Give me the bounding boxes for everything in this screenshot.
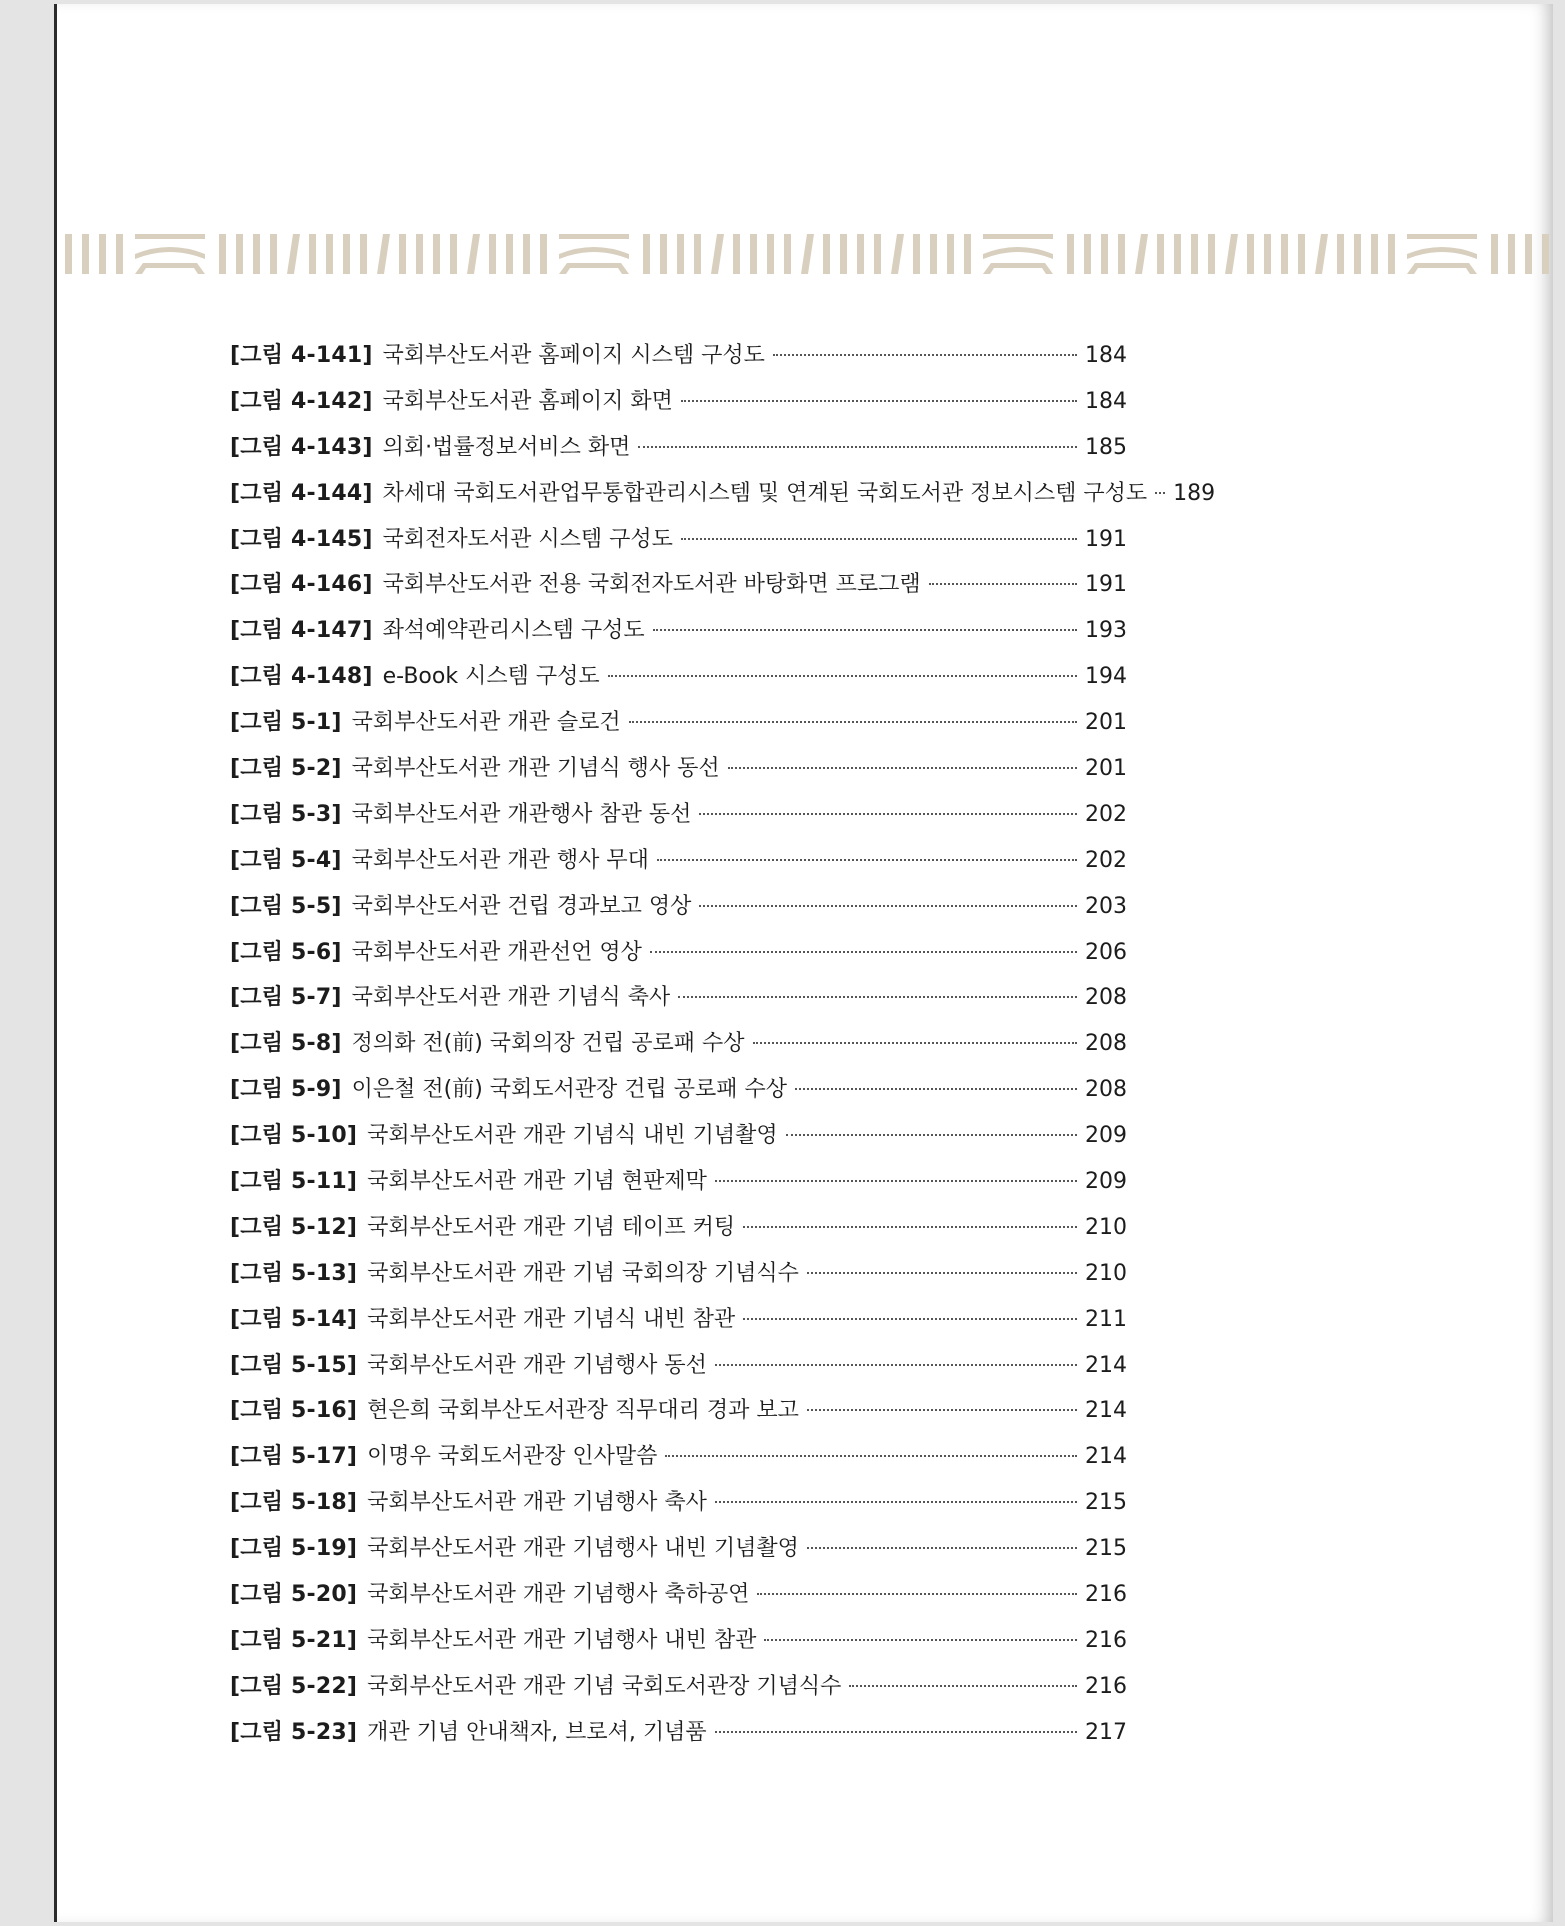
figure-number: [그림 5-12]: [230, 1214, 358, 1240]
figure-title: 국회부산도서관 개관 기념행사 축하공연: [367, 1582, 750, 1608]
dot-leader: [786, 1134, 1077, 1136]
figure-title: 국회부산도서관 홈페이지 시스템 구성도: [382, 343, 765, 368]
pattern-bar: [964, 234, 971, 274]
figure-entry[interactable]: [230, 659, 1125, 705]
dot-leader: [657, 859, 1077, 861]
page-number: 208: [1085, 1031, 1127, 1057]
figure-number: [그림 5-13]: [230, 1260, 358, 1286]
figure-entry[interactable]: [230, 1302, 1125, 1348]
figure-title: 현은희 국회부산도서관장 직무대리 경과 보고: [367, 1398, 799, 1424]
figure-title: 국회부산도서관 개관 행사 무대: [351, 847, 649, 873]
pattern-slash: [1315, 234, 1328, 274]
figure-entry[interactable]: [230, 1348, 1125, 1394]
dot-leader: [753, 1042, 1077, 1044]
figure-entry[interactable]: [230, 338, 1125, 384]
figure-title: 국회부산도서관 개관 기념식 내빈 기념촬영: [367, 1123, 778, 1149]
dot-leader: [764, 1639, 1077, 1641]
dot-leader: [715, 1180, 1077, 1182]
pattern-bar: [1208, 234, 1215, 274]
figure-title: 국회부산도서관 개관 기념 현판제막: [367, 1169, 707, 1195]
pattern-slash: [1135, 234, 1148, 274]
pattern-slash: [711, 234, 724, 274]
page-number: 191: [1085, 572, 1127, 598]
page-number: 203: [1085, 893, 1127, 919]
dot-leader: [681, 538, 1077, 540]
pattern-motif-base: [559, 263, 629, 274]
pattern-bar: [643, 234, 650, 274]
figure-title: 국회부산도서관 개관행사 참관 동선: [351, 801, 692, 827]
figure-title: 국회부산도서관 개관 기념식 행사 동선: [351, 756, 720, 782]
figure-list: [230, 338, 1216, 1761]
figure-title: 국회부산도서관 전용 국회전자도서관 바탕화면 프로그램: [382, 572, 921, 598]
dot-leader: [757, 1593, 1077, 1595]
dot-leader: [807, 1409, 1077, 1411]
figure-title: 국회부산도서관 개관 기념행사 축사: [367, 1490, 707, 1516]
pattern-motif-arc: [1407, 247, 1477, 259]
figure-title: 국회부산도서관 개관 기념 국회도서관장 기념식수: [367, 1673, 842, 1699]
figure-entry[interactable]: [230, 1577, 1125, 1623]
dot-leader: [678, 996, 1077, 998]
figure-entry[interactable]: [230, 889, 1125, 935]
dot-leader: [699, 905, 1077, 907]
page-number: 184: [1085, 388, 1127, 414]
figure-number: [그림 5-19]: [230, 1536, 358, 1562]
figure-title: 국회부산도서관 개관선언 영상: [351, 939, 642, 965]
figure-number: [그림 4-143]: [230, 434, 373, 460]
figure-entry[interactable]: [230, 613, 1125, 659]
pattern-bar: [1354, 234, 1361, 274]
pattern-bar: [660, 234, 667, 274]
pattern-bar: [874, 234, 881, 274]
figure-title: 정의화 전(前) 국회의장 건립 공로패 수상: [351, 1031, 745, 1057]
pattern-motif-arc: [983, 247, 1053, 259]
figure-title: 이은철 전(前) 국회도서관장 건립 공로패 수상: [351, 1077, 788, 1103]
dot-leader: [1155, 492, 1165, 494]
figure-number: [그림 5-21]: [230, 1627, 358, 1653]
figure-title: e-Book 시스템 구성도: [382, 664, 600, 690]
pattern-bar: [219, 234, 226, 274]
pattern-bar: [1191, 234, 1198, 274]
pattern-bar: [1084, 234, 1091, 274]
pattern-bar: [784, 234, 791, 274]
figure-title: 국회부산도서관 개관 기념 국회의장 기념식수: [367, 1260, 799, 1286]
figure-number: [그림 4-147]: [230, 618, 373, 644]
pattern-slash: [891, 234, 904, 274]
dot-leader: [715, 1364, 1077, 1366]
pattern-bar: [253, 234, 260, 274]
pattern-bar: [1371, 234, 1378, 274]
pattern-slash: [467, 234, 480, 274]
pattern-motif-base: [135, 263, 205, 274]
pattern-bar: [1101, 234, 1108, 274]
figure-number: [그림 5-15]: [230, 1352, 358, 1378]
page-number: 202: [1085, 847, 1127, 873]
dot-leader: [773, 354, 1077, 356]
page-number: 194: [1085, 664, 1127, 690]
pattern-bar: [947, 234, 954, 274]
pattern-motif-line: [983, 234, 1053, 239]
page-number: 208: [1085, 1077, 1127, 1103]
pattern-bar: [913, 234, 920, 274]
pattern-bar: [840, 234, 847, 274]
dot-leader: [743, 1226, 1077, 1228]
pattern-bar: [733, 234, 740, 274]
pattern-bar: [857, 234, 864, 274]
figure-number: [그림 5-2]: [230, 756, 342, 782]
page-number: 201: [1085, 710, 1127, 736]
figure-title: 국회부산도서관 개관 기념 테이프 커팅: [367, 1214, 736, 1240]
figure-title: 국회부산도서관 건립 경과보고 영상: [351, 893, 692, 919]
figure-title: 국회부산도서관 개관 기념식 내빈 참관: [367, 1306, 736, 1332]
figure-number: [그림 5-8]: [230, 1031, 342, 1057]
page-number: 216: [1085, 1582, 1127, 1608]
figure-entry[interactable]: [230, 522, 1125, 568]
dot-leader: [699, 813, 1077, 815]
pattern-bar: [270, 234, 277, 274]
pattern-bar: [326, 234, 333, 274]
pattern-bar: [930, 234, 937, 274]
pattern-bar: [1542, 234, 1549, 274]
pattern-bar: [506, 234, 513, 274]
figure-number: [그림 5-4]: [230, 847, 342, 873]
figure-entry[interactable]: [230, 1210, 1125, 1256]
dot-leader: [807, 1272, 1077, 1274]
pattern-bar: [1491, 234, 1498, 274]
figure-number: [그림 4-146]: [230, 572, 373, 598]
page-number: 189: [1173, 480, 1216, 506]
pattern-motif-base: [983, 263, 1053, 274]
pattern-bar: [1157, 234, 1164, 274]
figure-title: 국회부산도서관 개관 기념행사 내빈 참관: [367, 1627, 757, 1653]
pattern-slash: [801, 234, 814, 274]
pattern-bar: [82, 234, 89, 274]
page-number: 202: [1085, 801, 1127, 827]
figure-title: 국회부산도서관 개관 기념행사 내빈 기념촬영: [367, 1536, 799, 1562]
figure-number: [그림 5-6]: [230, 939, 342, 965]
pattern-bar: [416, 234, 423, 274]
page-number: 215: [1085, 1490, 1127, 1516]
pattern-bar: [343, 234, 350, 274]
pattern-motif-base: [1407, 263, 1477, 274]
figure-entry[interactable]: [230, 751, 1125, 797]
pattern-bar: [523, 234, 530, 274]
dot-leader: [715, 1731, 1077, 1733]
dot-leader: [807, 1547, 1077, 1549]
figure-entry[interactable]: [230, 1669, 1125, 1715]
pattern-bar: [677, 234, 684, 274]
figure-title: 좌석예약관리시스템 구성도: [382, 618, 645, 644]
pattern-motif-line: [1407, 234, 1477, 239]
figure-number: [그림 5-22]: [230, 1673, 358, 1699]
pattern-motif-line: [559, 234, 629, 239]
figure-number: [그림 4-145]: [230, 526, 373, 552]
figure-number: [그림 4-144]: [230, 480, 373, 506]
figure-title: 의회·법률정보서비스 화면: [382, 434, 631, 460]
figure-entry[interactable]: [230, 1026, 1125, 1072]
page-number: 215: [1085, 1536, 1127, 1562]
figure-number: [그림 5-20]: [230, 1582, 358, 1608]
figure-entry[interactable]: [230, 1485, 1125, 1531]
figure-number: [그림 5-16]: [230, 1398, 358, 1424]
figure-number: [그림 5-5]: [230, 893, 342, 919]
figure-entry[interactable]: [230, 567, 1125, 613]
pattern-bar: [540, 234, 547, 274]
pattern-bar: [1337, 234, 1344, 274]
dot-leader: [715, 1501, 1077, 1503]
pattern-bar: [360, 234, 367, 274]
dot-leader: [608, 675, 1077, 677]
dot-leader: [650, 951, 1077, 953]
dot-leader: [665, 1455, 1077, 1457]
figure-number: [그림 5-23]: [230, 1719, 358, 1745]
dot-leader: [728, 767, 1077, 769]
figure-title: 국회부산도서관 개관 기념행사 동선: [367, 1352, 707, 1378]
pattern-bar: [236, 234, 243, 274]
figure-number: [그림 5-9]: [230, 1077, 342, 1103]
document-page: [54, 4, 1553, 1922]
figure-entry[interactable]: [230, 705, 1125, 751]
page-number: 209: [1085, 1123, 1127, 1149]
figure-title: 개관 기념 안내책자, 브로셔, 기념품: [367, 1719, 707, 1745]
pattern-bar: [309, 234, 316, 274]
figure-number: [그림 5-10]: [230, 1123, 358, 1149]
figure-number: [그림 4-142]: [230, 388, 373, 414]
pattern-bar: [694, 234, 701, 274]
figure-number: [그림 5-1]: [230, 710, 342, 736]
pattern-bar: [1508, 234, 1515, 274]
pattern-motif-arc: [559, 247, 629, 259]
figure-title: 국회부산도서관 개관 기념식 축사: [351, 985, 671, 1011]
pattern-bar: [99, 234, 106, 274]
page-number: 208: [1085, 985, 1127, 1011]
figure-entry[interactable]: [230, 935, 1125, 981]
figure-entry[interactable]: [230, 1439, 1125, 1485]
pattern-bar: [1247, 234, 1254, 274]
page-number: 216: [1085, 1673, 1127, 1699]
page-number: 214: [1085, 1352, 1127, 1378]
pattern-bar: [1298, 234, 1305, 274]
page-number: 191: [1085, 526, 1127, 552]
figure-number: [그림 4-148]: [230, 664, 373, 690]
pattern-slash: [377, 234, 390, 274]
figure-entry[interactable]: [230, 1715, 1125, 1761]
page-number: 209: [1085, 1169, 1127, 1195]
pattern-bar: [767, 234, 774, 274]
pattern-bar: [1525, 234, 1532, 274]
dot-leader: [929, 583, 1077, 585]
page-number: 216: [1085, 1627, 1127, 1653]
figure-number: [그림 5-7]: [230, 985, 342, 1011]
figure-number: [그림 5-11]: [230, 1169, 358, 1195]
pattern-bar: [750, 234, 757, 274]
page-number: 214: [1085, 1444, 1127, 1470]
page-number: 206: [1085, 939, 1127, 965]
dot-leader: [629, 721, 1077, 723]
pattern-slash: [1225, 234, 1238, 274]
pattern-bar: [489, 234, 496, 274]
figure-entry[interactable]: [230, 1164, 1125, 1210]
figure-entry[interactable]: [230, 384, 1125, 430]
figure-entry[interactable]: [230, 1623, 1125, 1669]
pattern-slash: [287, 234, 300, 274]
figure-number: [그림 5-18]: [230, 1490, 358, 1516]
page-number: 193: [1085, 618, 1127, 644]
figure-entry[interactable]: [230, 980, 1125, 1026]
dot-leader: [653, 629, 1077, 631]
figure-entry[interactable]: [230, 1393, 1125, 1439]
figure-entry[interactable]: [230, 1118, 1125, 1164]
pattern-bar: [1118, 234, 1125, 274]
pattern-bar: [1174, 234, 1181, 274]
figure-entry[interactable]: [230, 797, 1125, 843]
figure-title: 국회부산도서관 홈페이지 화면: [382, 388, 673, 414]
dot-leader: [681, 400, 1077, 402]
page-number: 217: [1085, 1719, 1127, 1745]
page-number: 184: [1085, 343, 1127, 368]
pattern-motif-line: [135, 234, 205, 239]
figure-entry[interactable]: [230, 476, 1216, 522]
dot-leader: [795, 1088, 1077, 1090]
figure-entry[interactable]: [230, 1072, 1125, 1118]
page-number: 210: [1085, 1260, 1127, 1286]
pattern-bar: [1264, 234, 1271, 274]
figure-entry[interactable]: [230, 843, 1125, 889]
decorative-pattern-band: [57, 230, 1553, 278]
pattern-bar: [823, 234, 830, 274]
dot-leader: [849, 1685, 1077, 1687]
dot-leader: [638, 446, 1077, 448]
pattern-motif-arc: [135, 247, 205, 259]
page-number: 210: [1085, 1214, 1127, 1240]
dot-leader: [743, 1318, 1077, 1320]
figure-title: 국회부산도서관 개관 슬로건: [351, 710, 621, 736]
pattern-bar: [399, 234, 406, 274]
figure-entry[interactable]: [230, 430, 1125, 476]
figure-entry[interactable]: [230, 1531, 1125, 1577]
page-number: 211: [1085, 1306, 1127, 1332]
figure-title: 이명우 국회도서관장 인사말씀: [367, 1444, 658, 1470]
figure-number: [그림 5-17]: [230, 1444, 358, 1470]
page-number: 185: [1085, 434, 1127, 460]
page-number: 201: [1085, 756, 1127, 782]
pattern-bar: [1067, 234, 1074, 274]
pattern-bar: [1281, 234, 1288, 274]
figure-number: [그림 5-14]: [230, 1306, 358, 1332]
pattern-bar: [1388, 234, 1395, 274]
pattern-bar: [450, 234, 457, 274]
pattern-bar: [65, 234, 72, 274]
figure-entry[interactable]: [230, 1256, 1125, 1302]
page-number: 214: [1085, 1398, 1127, 1424]
figure-title: 차세대 국회도서관업무통합관리시스템 및 연계된 국회도서관 정보시스템 구성도: [382, 480, 1148, 506]
pattern-bar: [116, 234, 123, 274]
figure-title: 국회전자도서관 시스템 구성도: [382, 526, 673, 552]
figure-number: [그림 5-3]: [230, 801, 342, 827]
pattern-bar: [433, 234, 440, 274]
figure-number: [그림 4-141]: [230, 343, 373, 368]
